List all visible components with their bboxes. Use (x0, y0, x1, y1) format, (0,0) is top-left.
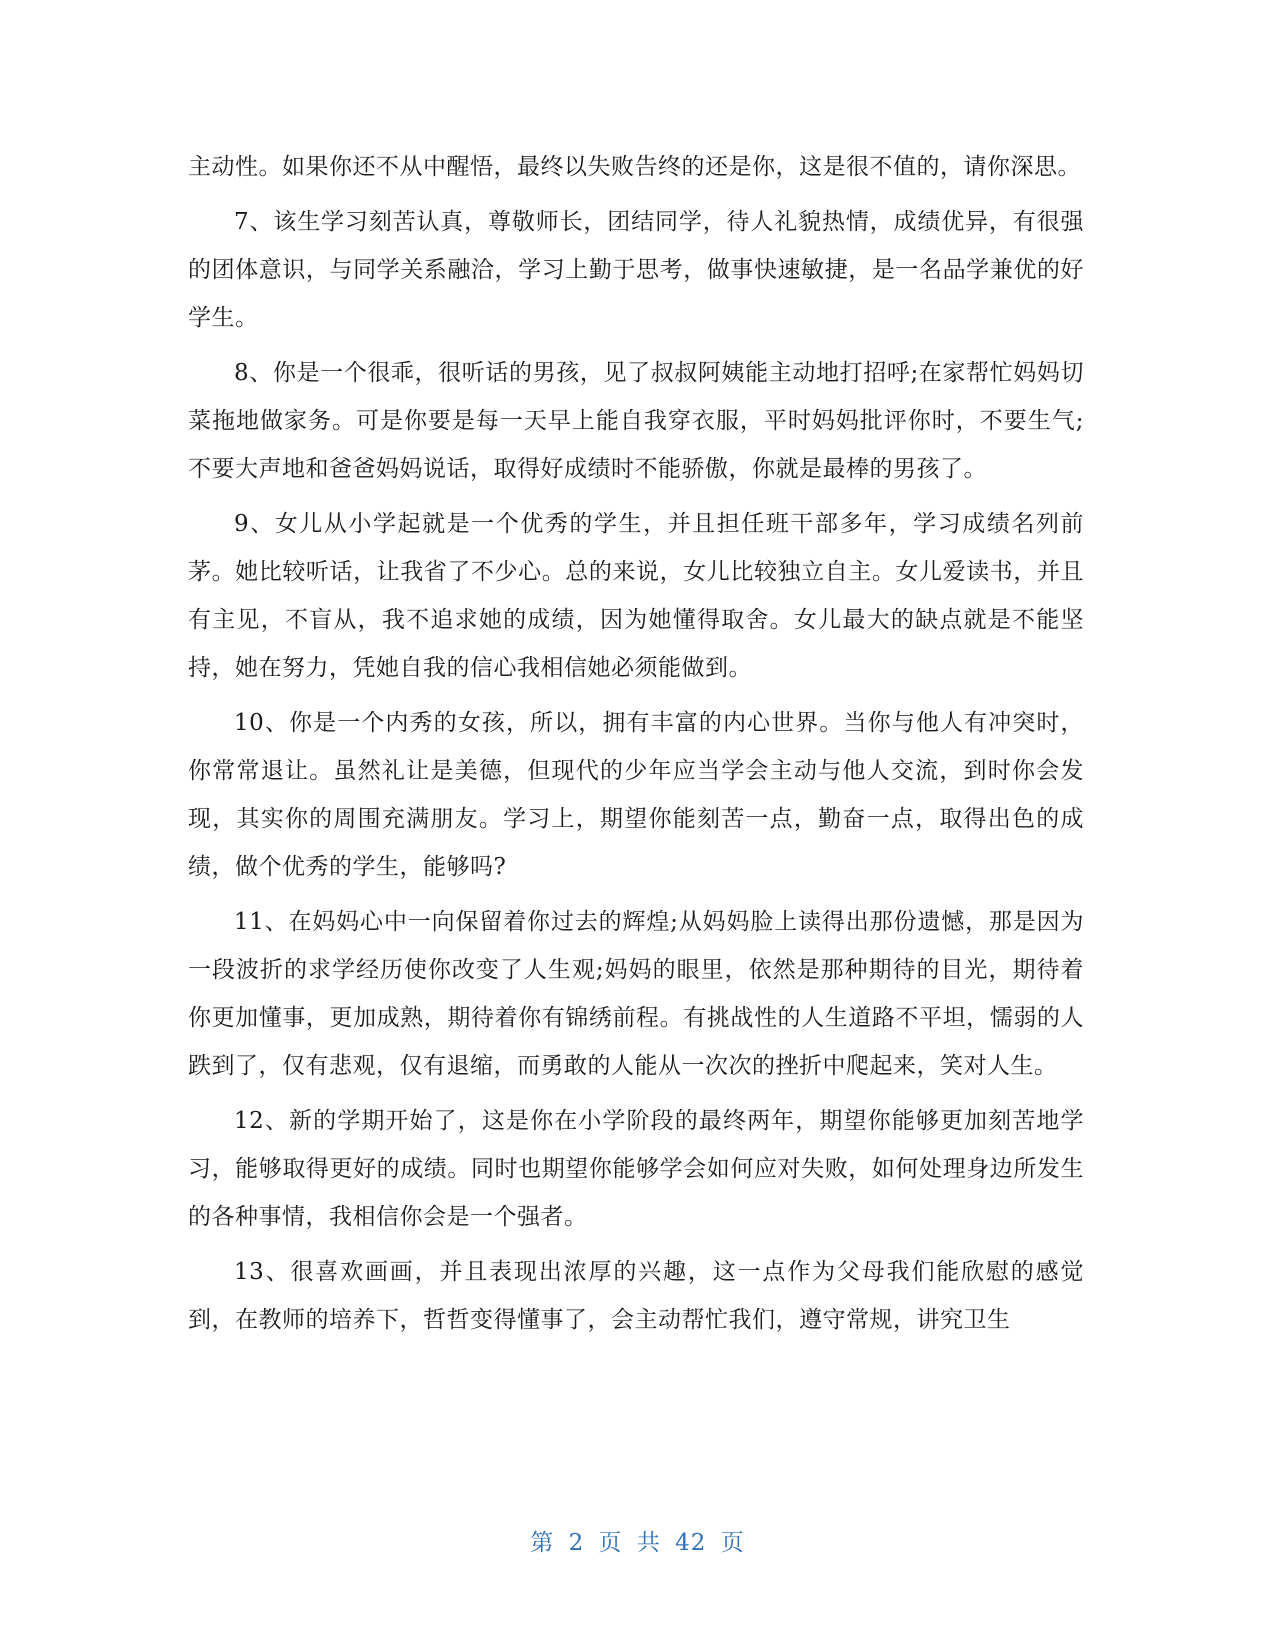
paragraph-item-9: 9、女儿从小学起就是一个优秀的学生，并且担任班干部多年，学习成绩名列前茅。她比较听话，让我省了不少心。总的来说，女儿比较独立自主。女儿爱读书，并且有主见，不盲从，我不追求她的成绩，因为她懂得取舍。女儿最大的缺点就是不能坚持，她在努力，凭她自我的信心我相信她必须能做到。 (188, 511, 1084, 681)
paragraph-item-8: 8、你是一个很乖，很听话的男孩，见了叔叔阿姨能主动地打招呼;在家帮忙妈妈切菜拖地做家务。可是你要是每一天早上能自我穿衣服，平时妈妈批评你时，不要生气;不要大声地和爸爸妈妈说话，取得好成绩时不能骄傲，你就是最棒的男孩了。 (188, 360, 1084, 482)
document-body (188, 143, 1084, 1351)
paragraph-continuation: 主动性。如果你还不从中醒悟，最终以失败告终的还是你，这是很不值的，请你深思。 (188, 154, 1081, 180)
paragraph-item-10: 10、你是一个内秀的女孩，所以，拥有丰富的内心世界。当你与他人有冲突时，你常常退让。虽然礼让是美德，但现代的少年应当学会主动与他人交流，到时你会发现，其实你的周围充满朋友。学习上，期望你能刻苦一点，勤奋一点，取得出色的成绩，做个优秀的学生，能够吗? (188, 710, 1084, 880)
page-number-footer: 第 2 页 共 42 页 (530, 1530, 745, 1556)
paragraph-item-11: 11、在妈妈心中一向保留着你过去的辉煌;从妈妈脸上读得出那份遗憾，那是因为一段波折的求学经历使你改变了人生观;妈妈的眼里，依然是那种期待的目光，期待着你更加懂事，更加成熟，期待着你有锦绣前程。有挑战性的人生道路不平坦，懦弱的人跌到了，仅有悲观，仅有退缩，而勇敢的人能从一次次的挫折中爬起来，笑对人生。 (188, 909, 1084, 1079)
paragraph-item-7: 7、该生学习刻苦认真，尊敬师长，团结同学，待人礼貌热情，成绩优异，有很强的团体意识，与同学关系融洽，学习上勤于思考，做事快速敏捷，是一名品学兼优的好学生。 (188, 209, 1084, 331)
paragraph-item-12: 12、新的学期开始了，这是你在小学阶段的最终两年，期望你能够更加刻苦地学习，能够取得更好的成绩。同时也期望你能够学会如何应对失败，如何处理身边所发生的各种事情，我相信你会是一个强者。 (188, 1108, 1084, 1230)
paragraph-item-13: 13、很喜欢画画，并且表现出浓厚的兴趣，这一点作为父母我们能欣慰的感觉到，在教师的培养下，哲哲变得懂事了，会主动帮忙我们，遵守常规，讲究卫生 (188, 1259, 1084, 1333)
